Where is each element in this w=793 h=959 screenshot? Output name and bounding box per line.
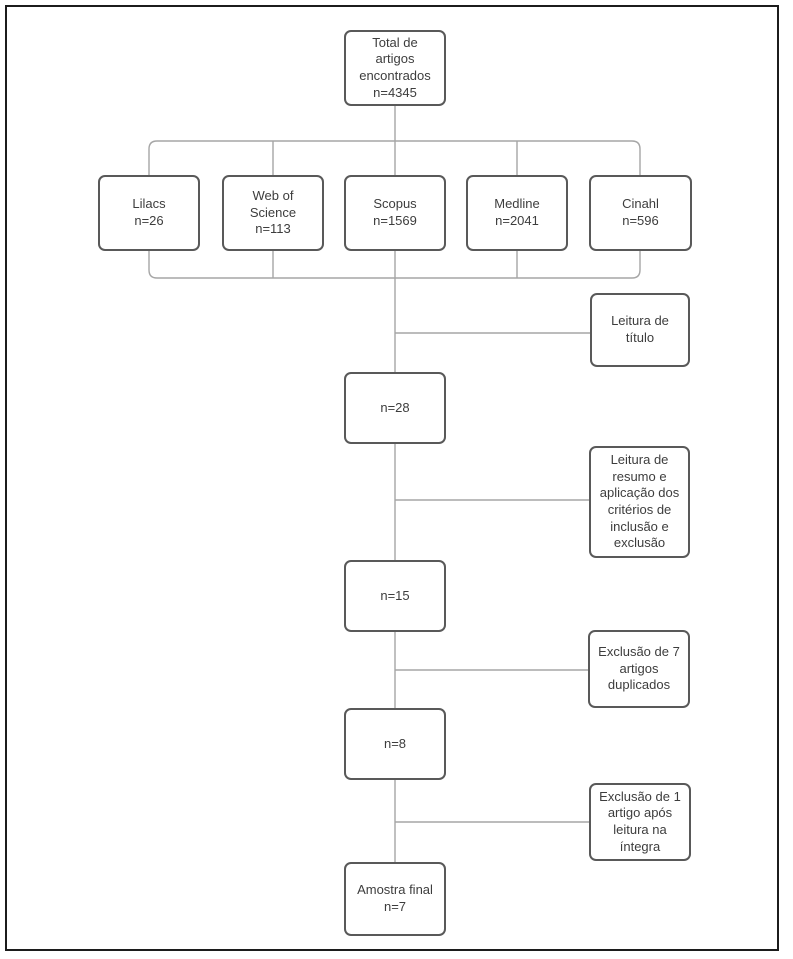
node-n28 — [344, 372, 446, 444]
node-web-of-science-count: n=113 — [255, 221, 291, 237]
node-exclusao-integra — [589, 783, 691, 861]
node-cinahl-label: Cinahl — [622, 196, 659, 212]
node-web-of-science — [222, 175, 324, 251]
node-medline-label: Medline — [494, 196, 540, 212]
node-scopus — [344, 175, 446, 251]
node-cinahl-count: n=596 — [622, 213, 659, 228]
node-total-artigos-label: Total de artigos encontrados — [359, 34, 431, 83]
node-lilacs-label: Lilacs — [132, 196, 166, 212]
node-n8 — [344, 708, 446, 780]
node-medline-count: n=2041 — [495, 213, 539, 228]
node-leitura-titulo-label: Leitura de título — [611, 313, 669, 345]
node-web-of-science-label: Web of Science — [249, 188, 297, 220]
node-lilacs-count: n=26 — [134, 213, 164, 228]
node-total-artigos-count: n=4345 — [373, 84, 417, 100]
node-lilacs — [98, 175, 200, 251]
node-n15-count: n=15 — [380, 587, 410, 603]
node-n8-count: n=8 — [383, 735, 407, 751]
node-leitura-resumo — [589, 446, 690, 558]
node-total-artigos — [344, 30, 446, 106]
node-leitura-titulo — [590, 293, 690, 367]
node-n15 — [344, 560, 446, 632]
node-cinahl — [589, 175, 692, 251]
node-scopus-label: Scopus — [373, 196, 417, 212]
node-amostra-final-count: n=7 — [383, 899, 407, 914]
node-exclusao-duplicados — [588, 630, 690, 708]
node-amostra-final-label: Amostra final — [357, 882, 433, 898]
node-amostra-final — [344, 862, 446, 936]
node-leitura-resumo-label: Leitura de resumo e aplicação dos critérios de inclusão e exclusão — [599, 452, 680, 551]
node-medline — [466, 175, 568, 251]
node-exclusao-integra-label: Exclusão de 1 artigo após leitura na íntegra — [599, 788, 681, 854]
node-exclusao-duplicados-label: Exclusão de 7 artigos duplicados — [598, 644, 680, 693]
node-scopus-count: n=1569 — [373, 213, 417, 228]
node-n28-count: n=28 — [380, 399, 410, 415]
